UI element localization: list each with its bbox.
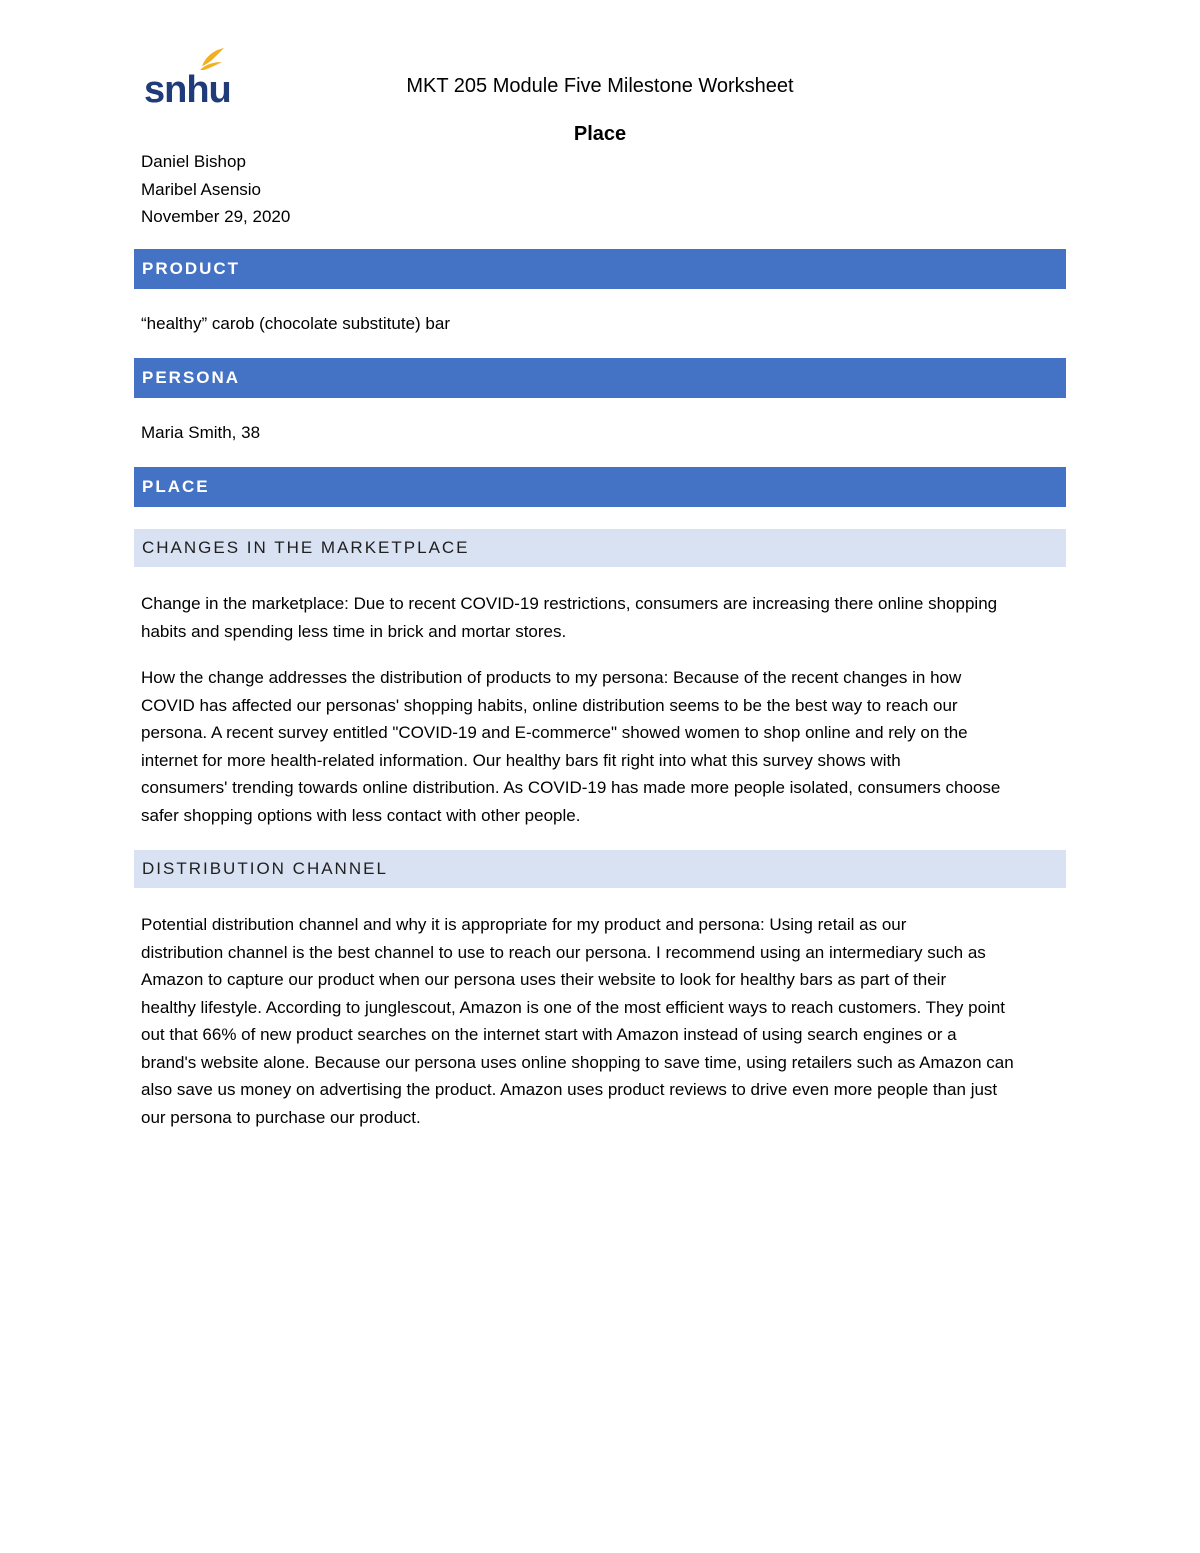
text-line: consumers' trending towards online distribution. As COVID-19 has made more people isolated, consumers choose: [141, 778, 1001, 797]
product-value: “healthy” carob (chocolate substitute) bar: [141, 314, 450, 333]
text-line: our persona to purchase our product.: [141, 1107, 421, 1127]
subsection-header-changes: CHANGES IN THE MARKETPLACE: [134, 529, 1066, 567]
author-name: Maribel Asensio: [141, 179, 262, 199]
subsection-header-distribution: DISTRIBUTION CHANNEL: [134, 850, 1066, 888]
paragraph-distribution-channel: [141, 911, 1061, 1131]
section-header-product: PRODUCT: [134, 249, 1066, 289]
section-header-persona: PERSONA: [134, 358, 1066, 398]
text-line: persona. A recent survey entitled "COVID-19 and E-commerce" showed women to shop online and rely on the: [141, 723, 968, 742]
text-line: distribution channel is the best channel to use to reach our persona. I recommend using an intermediary such as: [141, 942, 986, 962]
text-line: How the change addresses the distribution of products to my persona: Because of the recent changes in how: [141, 668, 962, 687]
text-line: internet for more health-related information. Our healthy bars fit right into what this survey shows with: [141, 750, 901, 770]
document-date: November 29, 2020: [141, 207, 291, 226]
text-line: Potential distribution channel and why it is appropriate for my product and persona: Using retail as our: [141, 915, 907, 934]
section-header-place: PLACE: [134, 467, 1066, 507]
author-name: Daniel Bishop: [141, 152, 246, 171]
text-line: habits and spending less time in brick and mortar stores.: [141, 621, 567, 641]
text-line: Change in the marketplace: Due to recent COVID-19 restrictions, consumers are increasing there online shopping: [141, 594, 998, 613]
text-line: healthy lifestyle. According to junglescout, Amazon is one of the most efficient ways to reach customers. They point: [141, 997, 1005, 1017]
header-info: [141, 148, 290, 231]
text-line: brand's website alone. Because our persona uses online shopping to save time, using retailers such as Amazon can: [141, 1052, 1014, 1072]
paragraph-marketplace-change: [141, 590, 1061, 645]
document-title: MKT 205 Module Five Milestone Worksheet: [406, 75, 794, 97]
text-line: Amazon to capture our product when our persona uses their website to look for healthy bars as part of their: [141, 970, 947, 989]
svg-text:snhu: snhu: [144, 69, 231, 108]
document-subtitle: Place: [573, 123, 627, 145]
persona-value: Maria Smith, 38: [141, 423, 261, 442]
text-line: COVID has affected our personas' shopping habits, online distribution seems to be the best way to reach our: [141, 695, 958, 715]
text-line: safer shopping options with less contact with other people.: [141, 805, 581, 825]
paragraph-distribution-to-persona: [141, 664, 1061, 829]
text-line: also save us money on advertising the product. Amazon uses product reviews to drive even more people than just: [141, 1080, 998, 1099]
text-line: out that 66% of new product searches on the internet start with Amazon instead of using search engines or a: [141, 1025, 957, 1044]
